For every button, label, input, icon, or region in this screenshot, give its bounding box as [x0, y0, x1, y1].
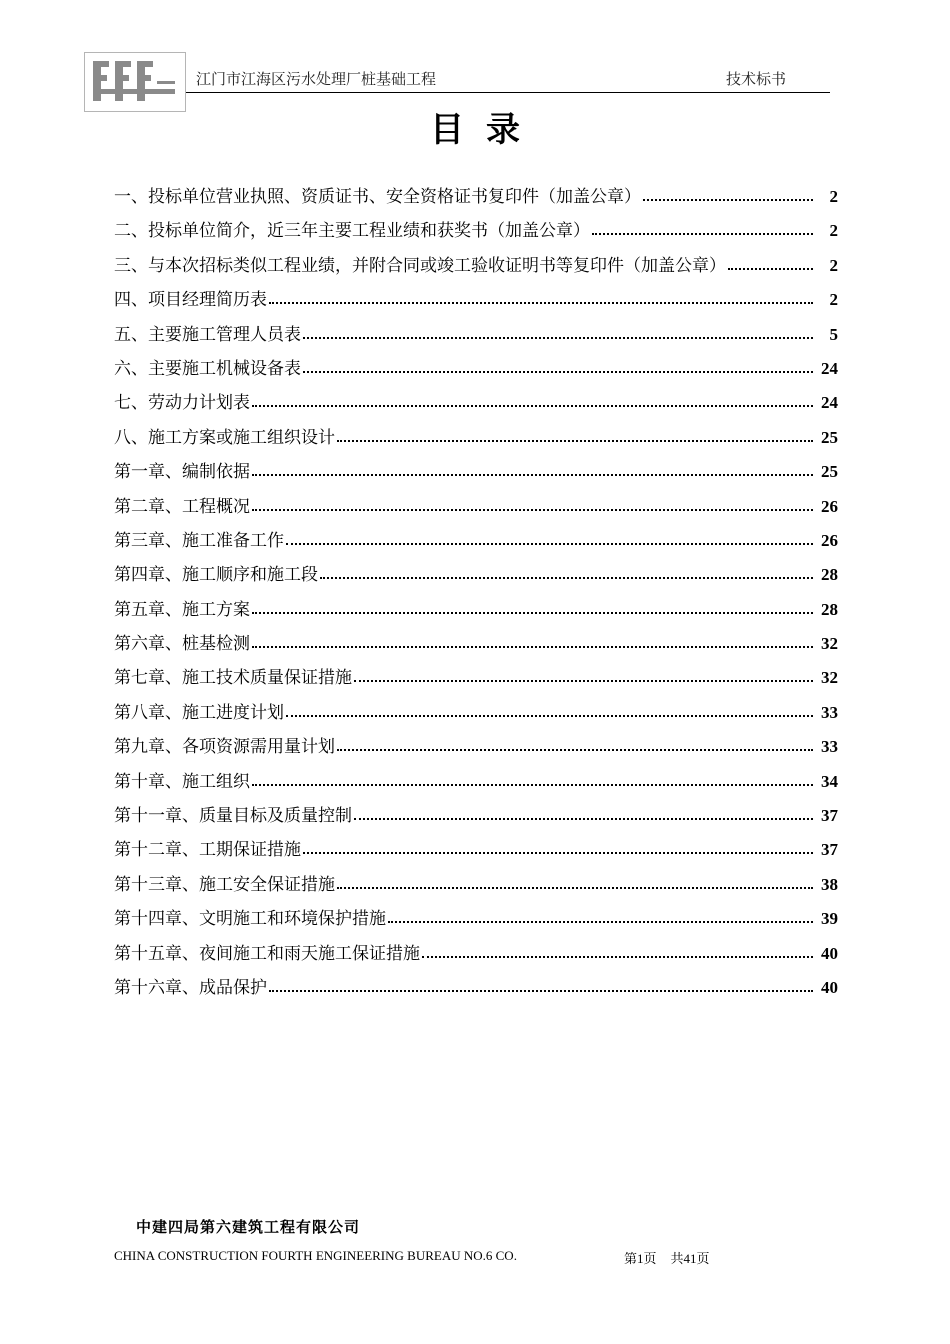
- toc-dot-leader: [303, 335, 813, 339]
- toc-entry[interactable]: [114, 423, 838, 457]
- toc-dot-leader: [422, 954, 813, 958]
- toc-entry[interactable]: [114, 320, 838, 354]
- toc-entry-page: 39: [821, 909, 838, 929]
- toc-entry[interactable]: [114, 663, 838, 697]
- toc-entry-label: 第十一章、质量目标及质量控制: [114, 806, 352, 827]
- toc-entry[interactable]: [114, 870, 838, 904]
- toc-entry-page: 40: [821, 977, 838, 997]
- footer-company-name: 中建四局第六建筑工程有限公司: [136, 1218, 361, 1236]
- toc-entry[interactable]: [114, 732, 838, 766]
- toc-dot-leader: [286, 713, 813, 717]
- toc-dot-leader: [354, 816, 813, 820]
- toc-dot-leader: [252, 507, 813, 511]
- toc-entry-page: 2: [829, 187, 838, 206]
- footer-company-english: CHINA CONSTRUCTION FOURTH ENGINEERING BUREAU NO.6 CO.: [114, 1248, 517, 1263]
- toc-entry-label: 第二章、工程概况: [114, 496, 250, 517]
- toc-entry-label: 第十六章、成品保护: [114, 977, 267, 998]
- toc-entry-page: 25: [821, 462, 838, 482]
- toc-dot-leader: [320, 575, 813, 579]
- toc-entry-page: 2: [829, 221, 838, 241]
- toc-dot-leader: [592, 231, 813, 235]
- toc-entry-page: 40: [821, 943, 838, 963]
- toc-dot-leader: [269, 988, 813, 992]
- toc-entry[interactable]: [114, 801, 838, 835]
- toc-entry[interactable]: [114, 560, 838, 594]
- toc-entry-label: 第十章、施工组织: [114, 771, 250, 792]
- toc-dot-leader: [252, 782, 813, 786]
- toc-dot-leader: [337, 747, 813, 751]
- toc-entry-label: 第四章、施工顺序和施工段: [114, 565, 318, 586]
- toc-entry[interactable]: [114, 526, 838, 560]
- toc-entry-label: 第六章、桩基检测: [114, 634, 250, 655]
- toc-entry-page: 26: [821, 530, 838, 550]
- toc-dot-leader: [252, 610, 813, 614]
- toc-entry-page: 32: [821, 634, 838, 654]
- header-divider: [186, 92, 830, 93]
- toc-entry-page: 38: [821, 874, 838, 894]
- toc-entry-label: 二、投标单位简介，近三年主要工程业绩和获奖书（加盖公章）: [114, 221, 590, 242]
- header-project-title: 江门市江海区污水处理厂桩基础工程: [196, 70, 437, 88]
- toc-dot-leader: [252, 644, 813, 648]
- toc-entry-label: 四、项目经理简历表: [114, 290, 267, 311]
- toc-entry[interactable]: [114, 939, 838, 973]
- toc-entry-page: 28: [821, 565, 838, 585]
- toc-entry-page: 32: [821, 668, 838, 688]
- toc-dot-leader: [252, 472, 813, 476]
- toc-entry-page: 24: [821, 358, 838, 378]
- toc-entry-page: 34: [821, 771, 838, 791]
- header-doc-type: 技术标书: [726, 70, 787, 88]
- toc-dot-leader: [643, 197, 813, 201]
- toc-entry[interactable]: [114, 251, 838, 285]
- toc-entry-label: 六、主要施工机械设备表: [114, 358, 301, 379]
- toc-entry-label: 第十四章、文明施工和环境保护措施: [114, 909, 386, 930]
- toc-dot-leader: [269, 300, 813, 304]
- footer-page-total: 共41页: [670, 1251, 710, 1266]
- toc-entry[interactable]: [114, 285, 838, 319]
- toc-entry-page: 33: [821, 737, 838, 757]
- toc-dot-leader: [337, 438, 813, 442]
- toc-entry[interactable]: [114, 973, 838, 1007]
- footer-page-info: [624, 1248, 710, 1267]
- toc-entry-page: 2: [829, 290, 838, 310]
- toc-entry-label: 第三章、施工准备工作: [114, 530, 284, 551]
- toc-dot-leader: [354, 678, 813, 682]
- toc-entry[interactable]: [114, 595, 838, 629]
- toc-dot-leader: [388, 919, 813, 923]
- toc-entry-label: 七、劳动力计划表: [114, 393, 250, 414]
- toc-entry-page: 24: [821, 393, 838, 413]
- toc-entry[interactable]: [114, 354, 838, 388]
- toc-entry-page: 2: [829, 255, 838, 275]
- toc-entry[interactable]: [114, 457, 838, 491]
- toc-entry-page: 25: [821, 427, 838, 447]
- toc-entry-label: 第七章、施工技术质量保证措施: [114, 668, 352, 689]
- toc-entry-label: 第九章、各项资源需用量计划: [114, 737, 335, 758]
- toc-entry-label: 第五章、施工方案: [114, 599, 250, 620]
- toc-entry[interactable]: [114, 767, 838, 801]
- toc-dot-leader: [286, 541, 813, 545]
- toc-entry[interactable]: [114, 388, 838, 422]
- toc-entry[interactable]: [114, 216, 838, 250]
- toc-entry-page: 5: [829, 324, 838, 344]
- toc-entry-page: 28: [821, 599, 838, 619]
- toc-entry-label: 一、投标单位营业执照、资质证书、安全资格证书复印件（加盖公章）: [114, 187, 641, 207]
- toc-entry[interactable]: [114, 835, 838, 869]
- page-title: 目录: [430, 110, 542, 150]
- toc-entry-page: 33: [821, 702, 838, 722]
- toc-dot-leader: [728, 266, 813, 270]
- table-of-contents: [114, 182, 838, 1007]
- toc-dot-leader: [303, 850, 813, 854]
- toc-entry[interactable]: [114, 904, 838, 938]
- toc-entry-label: 第一章、编制依据: [114, 462, 250, 483]
- toc-dot-leader: [303, 369, 813, 373]
- toc-entry-label: 第十二章、工期保证措施: [114, 840, 301, 861]
- toc-dot-leader: [337, 885, 813, 889]
- toc-entry-label: 八、施工方案或施工组织设计: [114, 427, 335, 448]
- toc-entry-label: 第八章、施工进度计划: [114, 702, 284, 723]
- toc-entry[interactable]: [114, 492, 838, 526]
- toc-entry-page: 26: [821, 496, 838, 516]
- toc-entry[interactable]: [114, 698, 838, 732]
- footer-page-current: 第1页: [624, 1251, 657, 1266]
- toc-entry-page: 37: [821, 840, 838, 860]
- toc-entry[interactable]: [114, 629, 838, 663]
- toc-entry-page: 37: [821, 806, 838, 826]
- toc-dot-leader: [252, 403, 813, 407]
- toc-entry-label: 三、与本次招标类似工程业绩，并附合同或竣工验收证明书等复印件（加盖公章）: [114, 255, 726, 276]
- toc-entry-label: 第十三章、施工安全保证措施: [114, 874, 335, 895]
- toc-entry-label: 第十五章、夜间施工和雨天施工保证措施: [114, 943, 420, 964]
- toc-entry-label: 五、主要施工管理人员表: [114, 324, 301, 345]
- toc-entry[interactable]: [114, 182, 838, 216]
